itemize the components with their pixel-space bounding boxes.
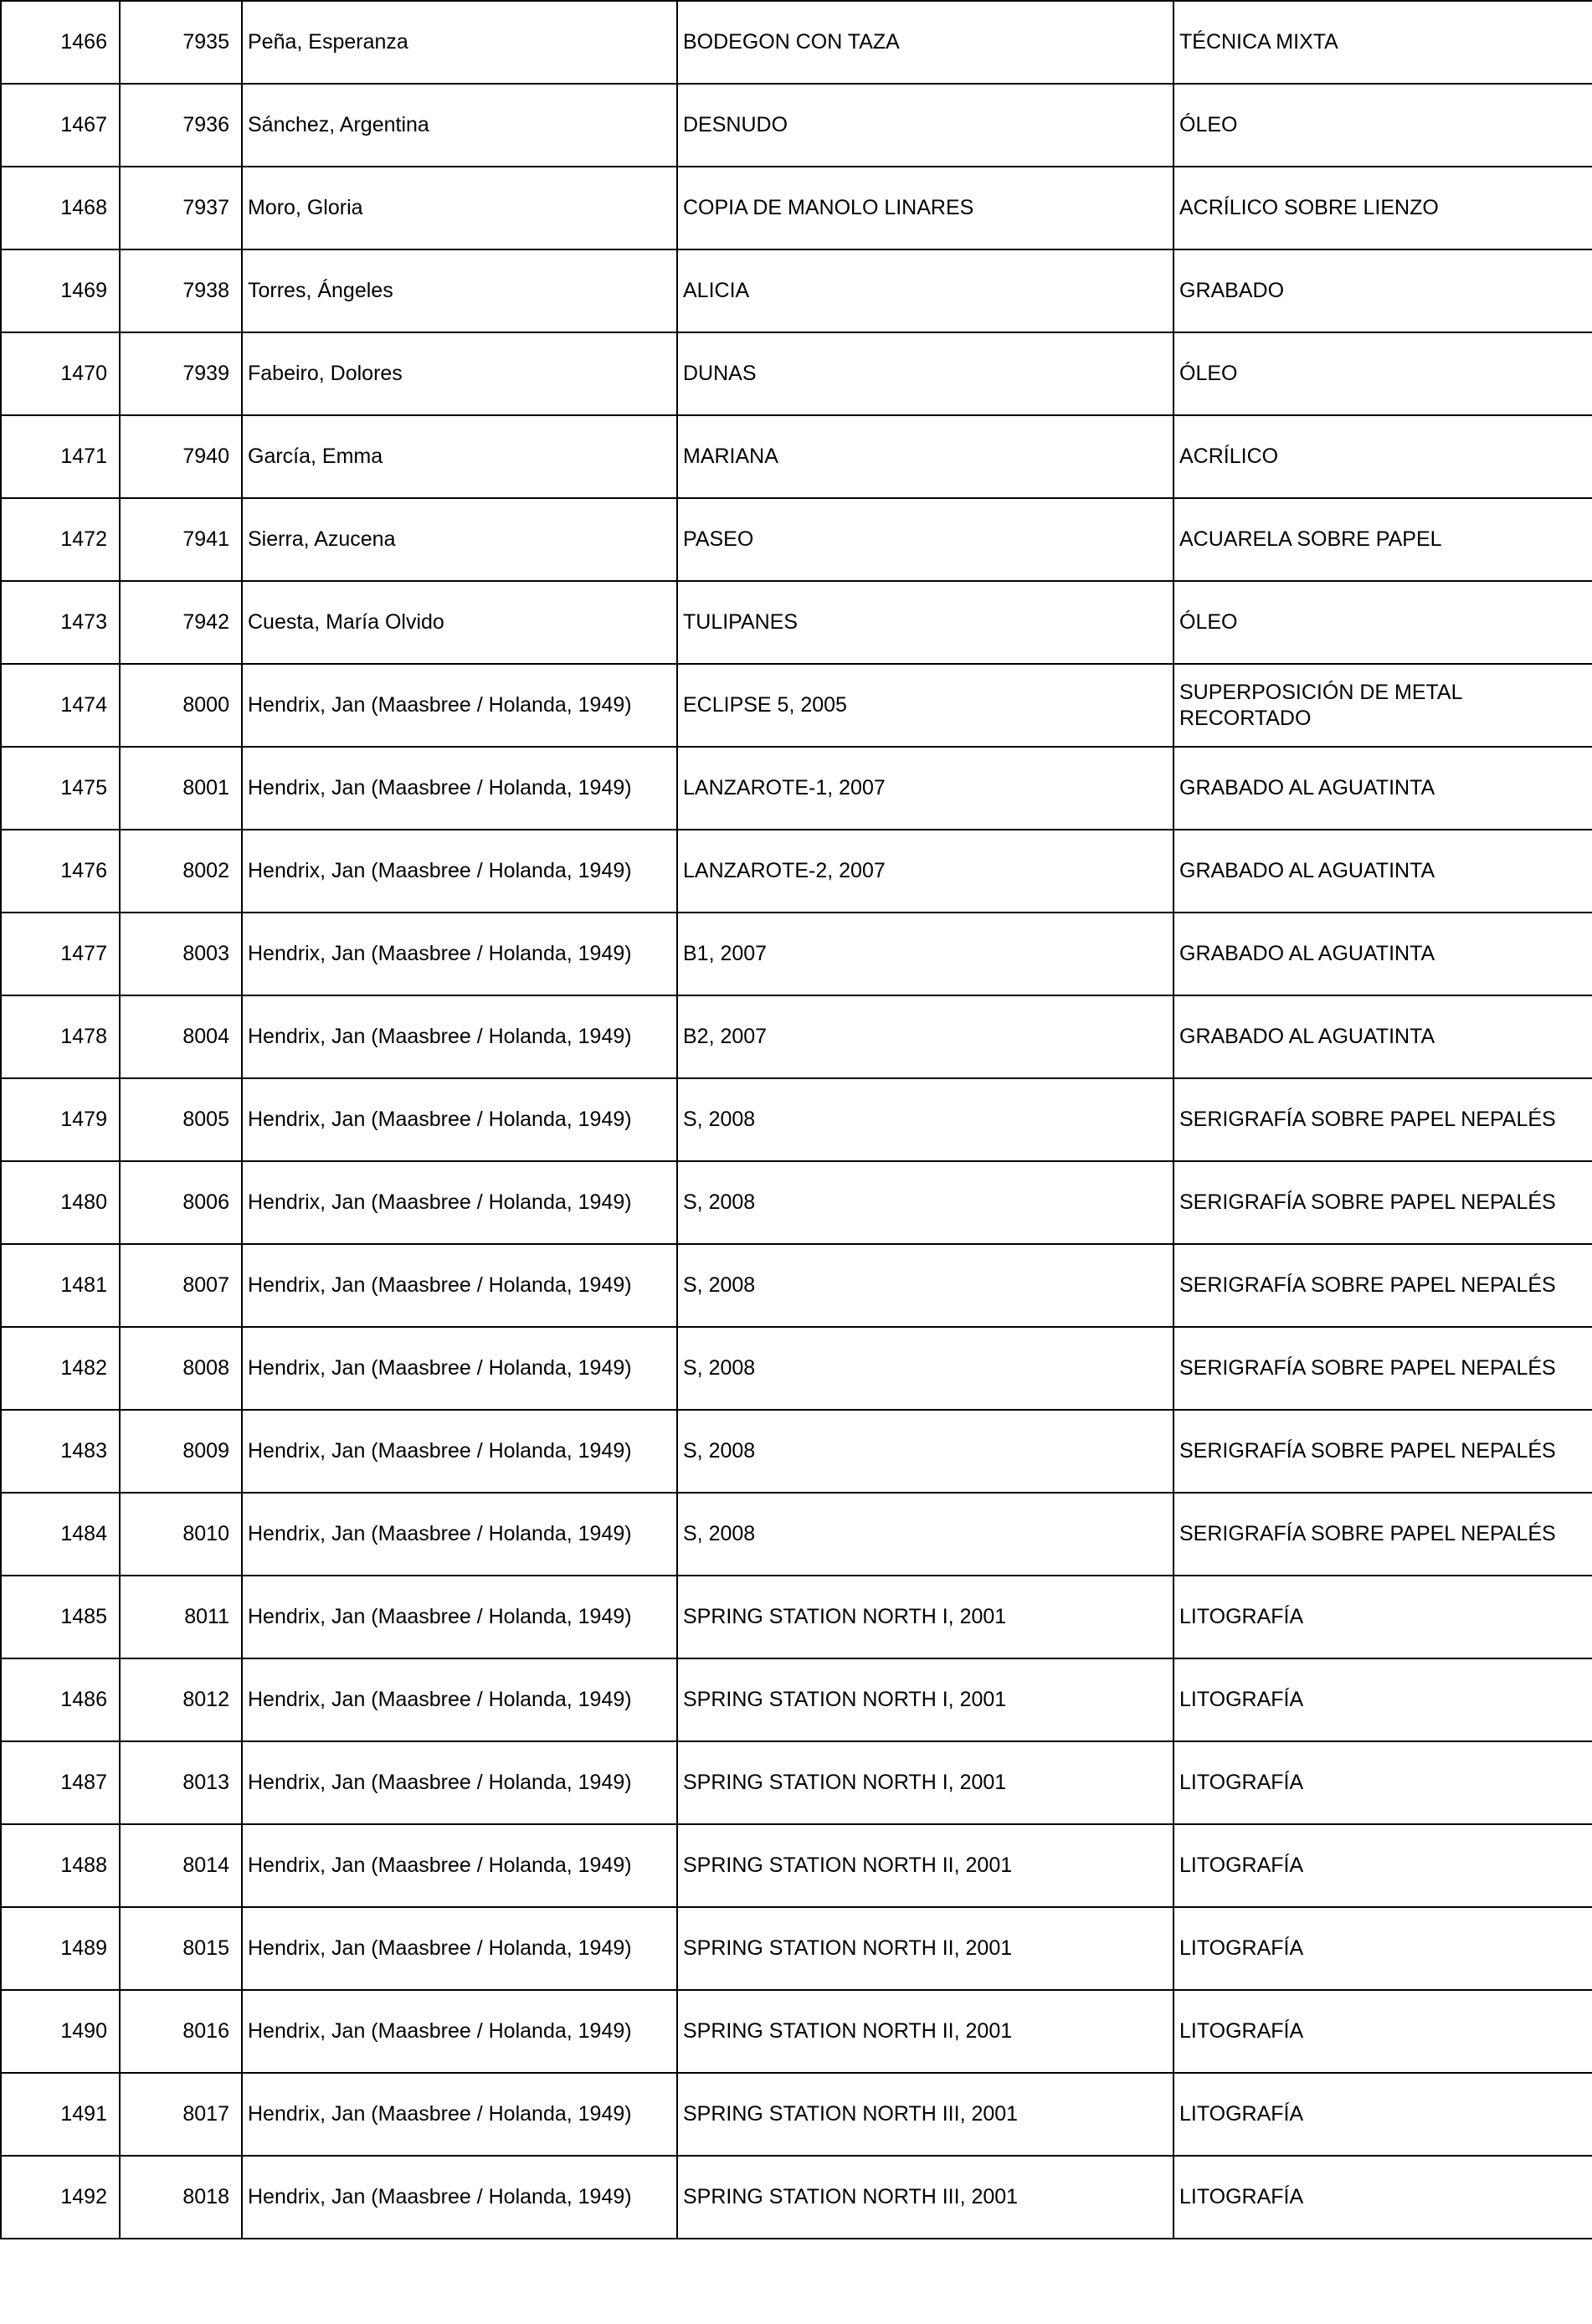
author-cell: Hendrix, Jan (Maasbree / Holanda, 1949) [242,1907,677,1990]
table-row [1,913,1592,995]
title-cell: S, 2008 [677,1161,1173,1244]
record-number-cell: 1470 [1,332,120,415]
table-row [1,1907,1592,1990]
record-number-cell: 1472 [1,498,120,581]
record-number-cell: 1477 [1,913,120,995]
technique-cell: LITOGRAFÍA [1173,1824,1592,1907]
technique-cell: SUPERPOSICIÓN DE METAL RECORTADO [1173,664,1592,747]
title-cell: SPRING STATION NORTH I, 2001 [677,1741,1173,1824]
title-cell: MARIANA [677,415,1173,498]
table-row [1,1,1592,84]
record-number-cell: 1467 [1,84,120,167]
technique-cell: SERIGRAFÍA SOBRE PAPEL NEPALÉS [1173,1493,1592,1576]
table-row [1,830,1592,913]
title-cell: DUNAS [677,332,1173,415]
author-cell: Hendrix, Jan (Maasbree / Holanda, 1949) [242,2073,677,2156]
inventory-number-cell: 7936 [120,84,242,167]
table-row [1,167,1592,249]
title-cell: LANZAROTE-2, 2007 [677,830,1173,913]
title-cell: COPIA DE MANOLO LINARES [677,167,1173,249]
author-cell: Peña, Esperanza [242,1,677,84]
table-row [1,1493,1592,1576]
technique-cell: SERIGRAFÍA SOBRE PAPEL NEPALÉS [1173,1410,1592,1493]
inventory-number-cell: 8008 [120,1327,242,1410]
author-cell: Hendrix, Jan (Maasbree / Holanda, 1949) [242,1244,677,1327]
title-cell: SPRING STATION NORTH II, 2001 [677,1824,1173,1907]
table-row [1,1161,1592,1244]
author-cell: García, Emma [242,415,677,498]
inventory-number-cell: 7941 [120,498,242,581]
inventory-number-cell: 8018 [120,2156,242,2239]
technique-cell: ÓLEO [1173,581,1592,664]
technique-cell: GRABADO AL AGUATINTA [1173,747,1592,830]
record-number-cell: 1480 [1,1161,120,1244]
table-row [1,415,1592,498]
author-cell: Moro, Gloria [242,167,677,249]
author-cell: Hendrix, Jan (Maasbree / Holanda, 1949) [242,1576,677,1658]
inventory-number-cell: 8004 [120,995,242,1078]
record-number-cell: 1483 [1,1410,120,1493]
author-cell: Hendrix, Jan (Maasbree / Holanda, 1949) [242,1327,677,1410]
record-number-cell: 1476 [1,830,120,913]
technique-cell: GRABADO [1173,249,1592,332]
record-number-cell: 1468 [1,167,120,249]
inventory-number-cell: 8006 [120,1161,242,1244]
technique-cell: ÓLEO [1173,84,1592,167]
title-cell: SPRING STATION NORTH II, 2001 [677,1990,1173,2073]
table-row [1,1576,1592,1658]
record-number-cell: 1474 [1,664,120,747]
table-row [1,664,1592,747]
author-cell: Hendrix, Jan (Maasbree / Holanda, 1949) [242,664,677,747]
table-row [1,498,1592,581]
technique-cell: LITOGRAFÍA [1173,1907,1592,1990]
record-number-cell: 1471 [1,415,120,498]
technique-cell: ACUARELA SOBRE PAPEL [1173,498,1592,581]
title-cell: S, 2008 [677,1078,1173,1161]
inventory-number-cell: 8003 [120,913,242,995]
technique-cell: LITOGRAFÍA [1173,2073,1592,2156]
inventory-number-cell: 8010 [120,1493,242,1576]
table-row [1,249,1592,332]
title-cell: LANZAROTE-1, 2007 [677,747,1173,830]
record-number-cell: 1492 [1,2156,120,2239]
author-cell: Hendrix, Jan (Maasbree / Holanda, 1949) [242,1493,677,1576]
technique-cell: GRABADO AL AGUATINTA [1173,830,1592,913]
inventory-number-cell: 8002 [120,830,242,913]
table-row [1,332,1592,415]
technique-cell: ÓLEO [1173,332,1592,415]
inventory-number-cell: 8017 [120,2073,242,2156]
technique-cell: SERIGRAFÍA SOBRE PAPEL NEPALÉS [1173,1327,1592,1410]
inventory-number-cell: 8011 [120,1576,242,1658]
record-number-cell: 1484 [1,1493,120,1576]
record-number-cell: 1479 [1,1078,120,1161]
technique-cell: SERIGRAFÍA SOBRE PAPEL NEPALÉS [1173,1244,1592,1327]
technique-cell: TÉCNICA MIXTA [1173,1,1592,84]
table-row [1,747,1592,830]
title-cell: SPRING STATION NORTH II, 2001 [677,1907,1173,1990]
title-cell: B1, 2007 [677,913,1173,995]
technique-cell: SERIGRAFÍA SOBRE PAPEL NEPALÉS [1173,1078,1592,1161]
technique-cell: SERIGRAFÍA SOBRE PAPEL NEPALÉS [1173,1161,1592,1244]
record-number-cell: 1473 [1,581,120,664]
record-number-cell: 1466 [1,1,120,84]
title-cell: SPRING STATION NORTH III, 2001 [677,2073,1173,2156]
technique-cell: LITOGRAFÍA [1173,1658,1592,1741]
inventory-number-cell: 7942 [120,581,242,664]
inventory-number-cell: 8013 [120,1741,242,1824]
title-cell: ECLIPSE 5, 2005 [677,664,1173,747]
inventory-number-cell: 7940 [120,415,242,498]
table-row [1,1658,1592,1741]
author-cell: Hendrix, Jan (Maasbree / Holanda, 1949) [242,747,677,830]
author-cell: Hendrix, Jan (Maasbree / Holanda, 1949) [242,830,677,913]
author-cell: Hendrix, Jan (Maasbree / Holanda, 1949) [242,2156,677,2239]
author-cell: Hendrix, Jan (Maasbree / Holanda, 1949) [242,1410,677,1493]
author-cell: Hendrix, Jan (Maasbree / Holanda, 1949) [242,1990,677,2073]
author-cell: Sierra, Azucena [242,498,677,581]
inventory-number-cell: 8005 [120,1078,242,1161]
author-cell: Cuesta, María Olvido [242,581,677,664]
technique-cell: ACRÍLICO [1173,415,1592,498]
title-cell: DESNUDO [677,84,1173,167]
title-cell: ALICIA [677,249,1173,332]
author-cell: Hendrix, Jan (Maasbree / Holanda, 1949) [242,1078,677,1161]
table-row [1,1741,1592,1824]
inventory-number-cell: 7935 [120,1,242,84]
record-number-cell: 1490 [1,1990,120,2073]
author-cell: Fabeiro, Dolores [242,332,677,415]
inventory-number-cell: 8001 [120,747,242,830]
record-number-cell: 1491 [1,2073,120,2156]
table-row [1,1244,1592,1327]
inventory-number-cell: 8015 [120,1907,242,1990]
catalog-body [1,1,1592,2239]
table-row [1,2156,1592,2239]
technique-cell: ACRÍLICO SOBRE LIENZO [1173,167,1592,249]
record-number-cell: 1489 [1,1907,120,1990]
author-cell: Hendrix, Jan (Maasbree / Holanda, 1949) [242,1658,677,1741]
title-cell: SPRING STATION NORTH I, 2001 [677,1658,1173,1741]
table-row [1,2073,1592,2156]
record-number-cell: 1469 [1,249,120,332]
table-row [1,1824,1592,1907]
table-row [1,1327,1592,1410]
technique-cell: LITOGRAFÍA [1173,1576,1592,1658]
title-cell: PASEO [677,498,1173,581]
technique-cell: LITOGRAFÍA [1173,1741,1592,1824]
inventory-number-cell: 8000 [120,664,242,747]
inventory-number-cell: 7937 [120,167,242,249]
table-row [1,1410,1592,1493]
table-row [1,1990,1592,2073]
author-cell: Hendrix, Jan (Maasbree / Holanda, 1949) [242,1741,677,1824]
technique-cell: GRABADO AL AGUATINTA [1173,995,1592,1078]
inventory-number-cell: 8007 [120,1244,242,1327]
record-number-cell: 1487 [1,1741,120,1824]
inventory-number-cell: 8016 [120,1990,242,2073]
author-cell: Hendrix, Jan (Maasbree / Holanda, 1949) [242,1161,677,1244]
inventory-number-cell: 8012 [120,1658,242,1741]
author-cell: Hendrix, Jan (Maasbree / Holanda, 1949) [242,1824,677,1907]
technique-cell: LITOGRAFÍA [1173,1990,1592,2073]
record-number-cell: 1485 [1,1576,120,1658]
author-cell: Hendrix, Jan (Maasbree / Holanda, 1949) [242,995,677,1078]
inventory-number-cell: 8014 [120,1824,242,1907]
title-cell: S, 2008 [677,1327,1173,1410]
record-number-cell: 1482 [1,1327,120,1410]
inventory-number-cell: 7939 [120,332,242,415]
record-number-cell: 1488 [1,1824,120,1907]
record-number-cell: 1478 [1,995,120,1078]
record-number-cell: 1481 [1,1244,120,1327]
title-cell: S, 2008 [677,1244,1173,1327]
title-cell: SPRING STATION NORTH III, 2001 [677,2156,1173,2239]
inventory-number-cell: 8009 [120,1410,242,1493]
author-cell: Torres, Ángeles [242,249,677,332]
title-cell: B2, 2007 [677,995,1173,1078]
record-number-cell: 1486 [1,1658,120,1741]
table-row [1,84,1592,167]
table-row [1,995,1592,1078]
table-row [1,1078,1592,1161]
author-cell: Hendrix, Jan (Maasbree / Holanda, 1949) [242,913,677,995]
technique-cell: LITOGRAFÍA [1173,2156,1592,2239]
author-cell: Sánchez, Argentina [242,84,677,167]
title-cell: TULIPANES [677,581,1173,664]
title-cell: BODEGON CON TAZA [677,1,1173,84]
table-row [1,581,1592,664]
title-cell: S, 2008 [677,1493,1173,1576]
inventory-number-cell: 7938 [120,249,242,332]
record-number-cell: 1475 [1,747,120,830]
title-cell: SPRING STATION NORTH I, 2001 [677,1576,1173,1658]
title-cell: S, 2008 [677,1410,1173,1493]
technique-cell: GRABADO AL AGUATINTA [1173,913,1592,995]
